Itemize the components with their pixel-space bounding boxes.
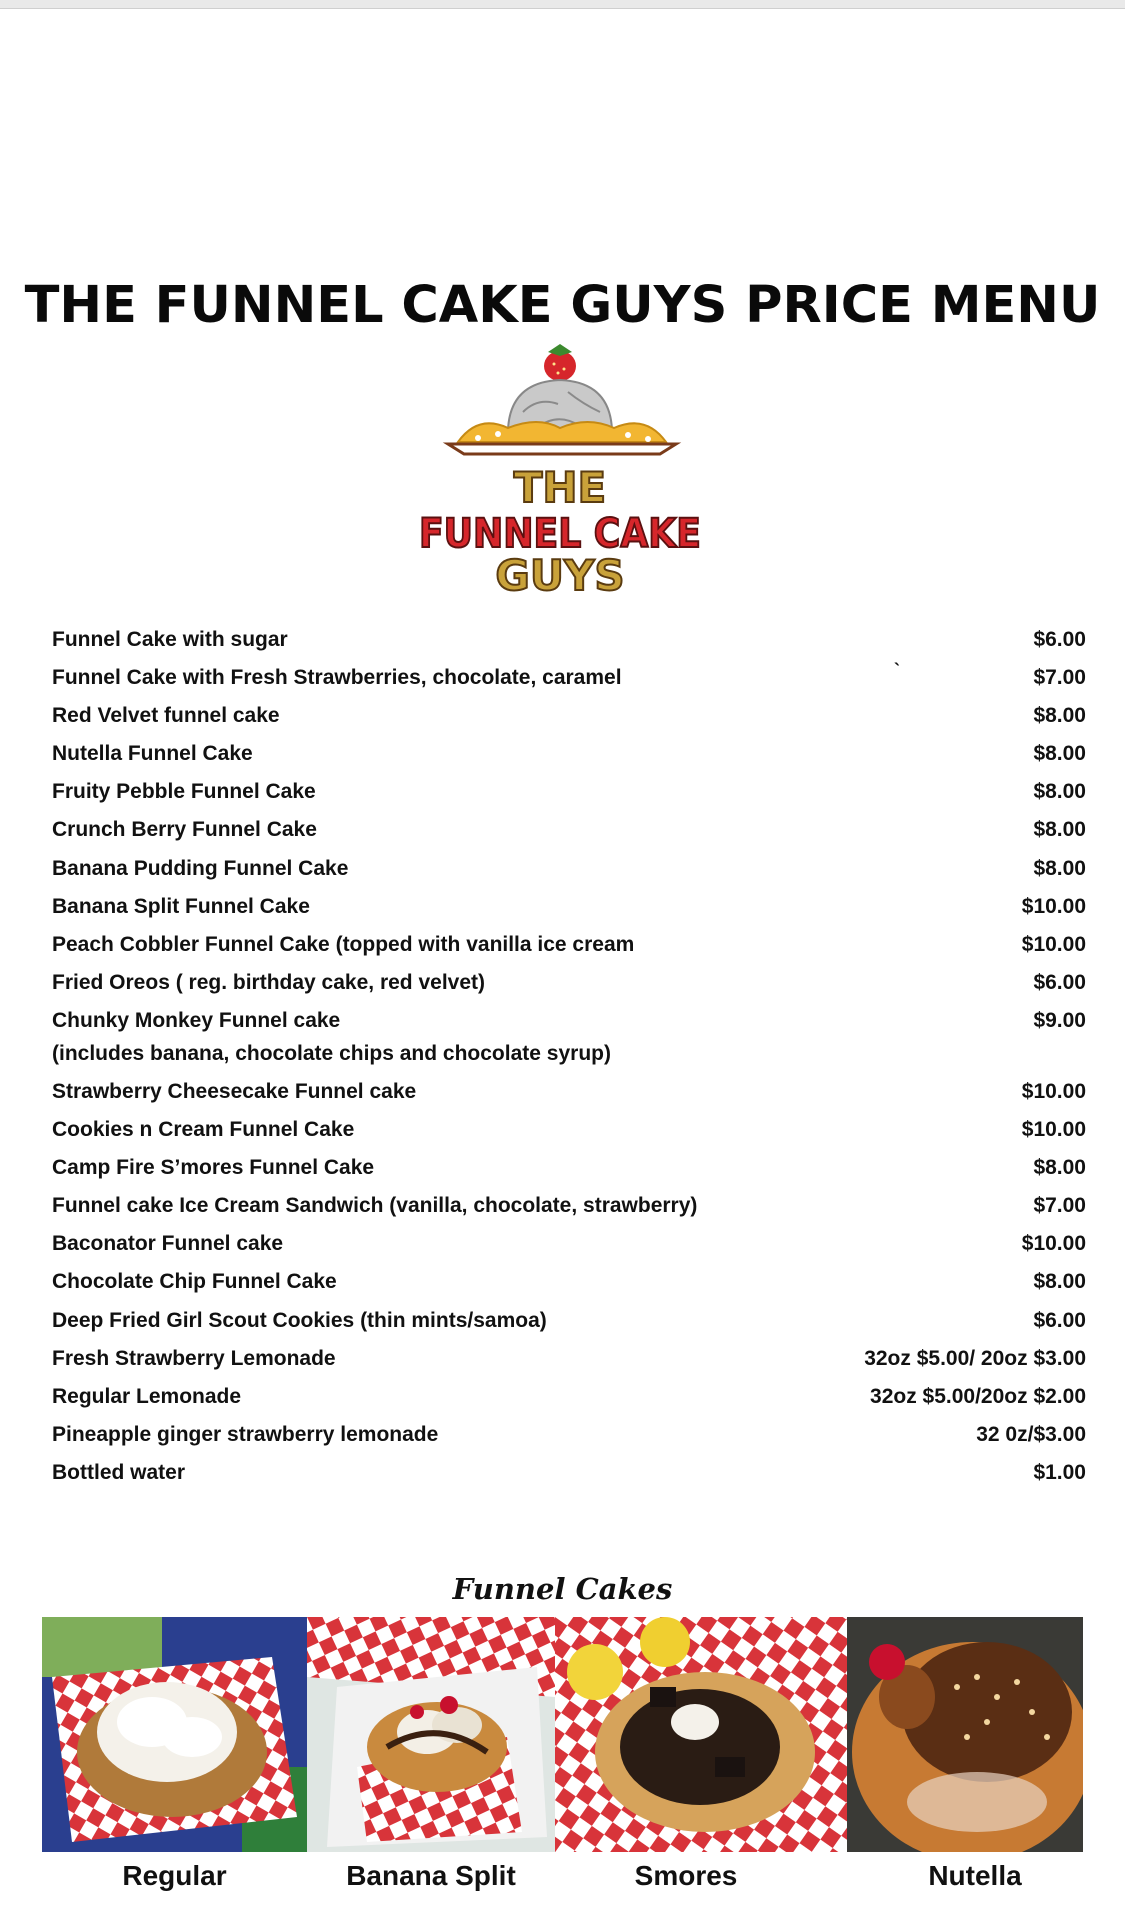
item-name: Red Velvet funnel cake: [52, 704, 280, 728]
item-name: Camp Fire S’mores Funnel Cake: [52, 1156, 375, 1180]
item-price: $6.00: [1033, 628, 1086, 651]
item-price: $7.00: [1033, 666, 1086, 690]
item-price: $10.00: [1021, 1079, 1086, 1103]
top-edge: [0, 0, 1125, 9]
item-price: $7.00: [1033, 1194, 1086, 1218]
photo-banana-split: [307, 1617, 555, 1852]
menu-item: [52, 1232, 1086, 1270]
item-price: 32 0z/$3.00: [976, 1422, 1086, 1446]
page-title: THE FUNNEL CAKE GUYS PRICE MENU: [24, 276, 1101, 335]
item-price: $1.00: [1033, 1460, 1086, 1484]
price-list: [52, 628, 1086, 1499]
menu-item: [52, 1423, 1086, 1461]
item-price: $8.00: [1033, 1270, 1086, 1294]
item-name: Deep Fried Girl Scout Cookies (thin mints/samoa): [52, 1308, 547, 1332]
menu-item: [52, 1385, 1086, 1423]
brand-logo: [408, 342, 718, 602]
menu-item: [52, 1461, 1086, 1499]
menu-item: [52, 1080, 1086, 1118]
item-name: Strawberry Cheesecake Funnel cake: [52, 1079, 417, 1103]
item-name: Banana Pudding Funnel Cake: [52, 856, 349, 880]
menu-item: [52, 1118, 1086, 1156]
menu-item: [52, 1194, 1086, 1232]
logo-line-funnel-cake: FUNNEL CAKE: [419, 511, 701, 557]
photo-caption: Nutella: [928, 1860, 1022, 1891]
logo-line-the: THE: [513, 463, 607, 512]
item-name: Chocolate Chip Funnel Cake: [52, 1270, 337, 1294]
menu-item: [52, 704, 1086, 742]
menu-item: [52, 1009, 1086, 1080]
menu-item: [52, 742, 1086, 780]
photo-caption: Regular: [122, 1860, 227, 1891]
menu-item: [52, 857, 1086, 895]
photo-caption: Banana Split: [346, 1860, 516, 1891]
menu-item: [52, 895, 1086, 933]
menu-item: [52, 1347, 1086, 1385]
menu-item: [52, 1309, 1086, 1347]
item-name: Pineapple ginger strawberry lemonade: [52, 1422, 439, 1446]
item-name: Crunch Berry Funnel Cake: [52, 818, 317, 842]
item-name: Fried Oreos ( reg. birthday cake, red velvet): [52, 970, 485, 994]
menu-item: [52, 660, 1086, 704]
item-price: 32oz $5.00/ 20oz $3.00: [864, 1346, 1086, 1370]
item-price: $10.00: [1021, 1232, 1086, 1256]
item-price: $10.00: [1021, 1118, 1086, 1142]
item-price: $6.00: [1033, 970, 1086, 994]
item-price: $8.00: [1033, 818, 1086, 842]
item-price: $6.00: [1033, 1308, 1086, 1332]
item-price: $10.00: [1021, 894, 1086, 918]
item-name: Funnel cake Ice Cream Sandwich (vanilla, chocolate, strawberry): [52, 1194, 698, 1218]
photo-caption: Smores: [634, 1860, 738, 1891]
item-price: $8.00: [1033, 704, 1086, 728]
item-description: (includes banana, chocolate chips and chocolate syrup): [52, 1041, 611, 1065]
photo-smores: [555, 1617, 847, 1852]
item-price: $8.00: [1033, 1156, 1086, 1180]
gallery-title: Funnel Cakes: [452, 1572, 673, 1606]
item-name: Fresh Strawberry Lemonade: [52, 1346, 336, 1370]
item-name: Bottled water: [52, 1460, 186, 1484]
item-name: Fruity Pebble Funnel Cake: [52, 780, 316, 804]
logo-line-guys: GUYS: [495, 551, 625, 600]
item-price: $8.00: [1033, 742, 1086, 766]
item-name: Regular Lemonade: [52, 1384, 242, 1408]
menu-item: [52, 971, 1086, 1009]
item-price: $8.00: [1033, 780, 1086, 804]
item-name: Funnel Cake with Fresh Strawberries, chocolate, caramel: [52, 666, 622, 690]
menu-item: [52, 1270, 1086, 1308]
item-price: $9.00: [1033, 1008, 1086, 1032]
photo-regular: [42, 1617, 307, 1852]
stray-mark: `: [894, 660, 900, 681]
menu-item: [52, 780, 1086, 818]
item-name: Banana Split Funnel Cake: [52, 894, 310, 918]
item-name: Chunky Monkey Funnel cake: [52, 1008, 341, 1032]
item-price: $8.00: [1033, 856, 1086, 880]
menu-item: [52, 933, 1086, 971]
photo-nutella: [847, 1617, 1083, 1852]
menu-item: [52, 1156, 1086, 1194]
menu-item: [52, 818, 1086, 856]
item-name: Nutella Funnel Cake: [52, 742, 253, 766]
item-name: Baconator Funnel cake: [52, 1232, 284, 1256]
item-name: Peach Cobbler Funnel Cake (topped with vanilla ice cream: [52, 932, 635, 956]
item-price: $10.00: [1021, 932, 1086, 956]
menu-item: [52, 628, 1086, 666]
item-name: Cookies n Cream Funnel Cake: [52, 1118, 355, 1142]
item-price: 32oz $5.00/20oz $2.00: [870, 1384, 1086, 1408]
item-name: Funnel Cake with sugar: [52, 628, 288, 651]
